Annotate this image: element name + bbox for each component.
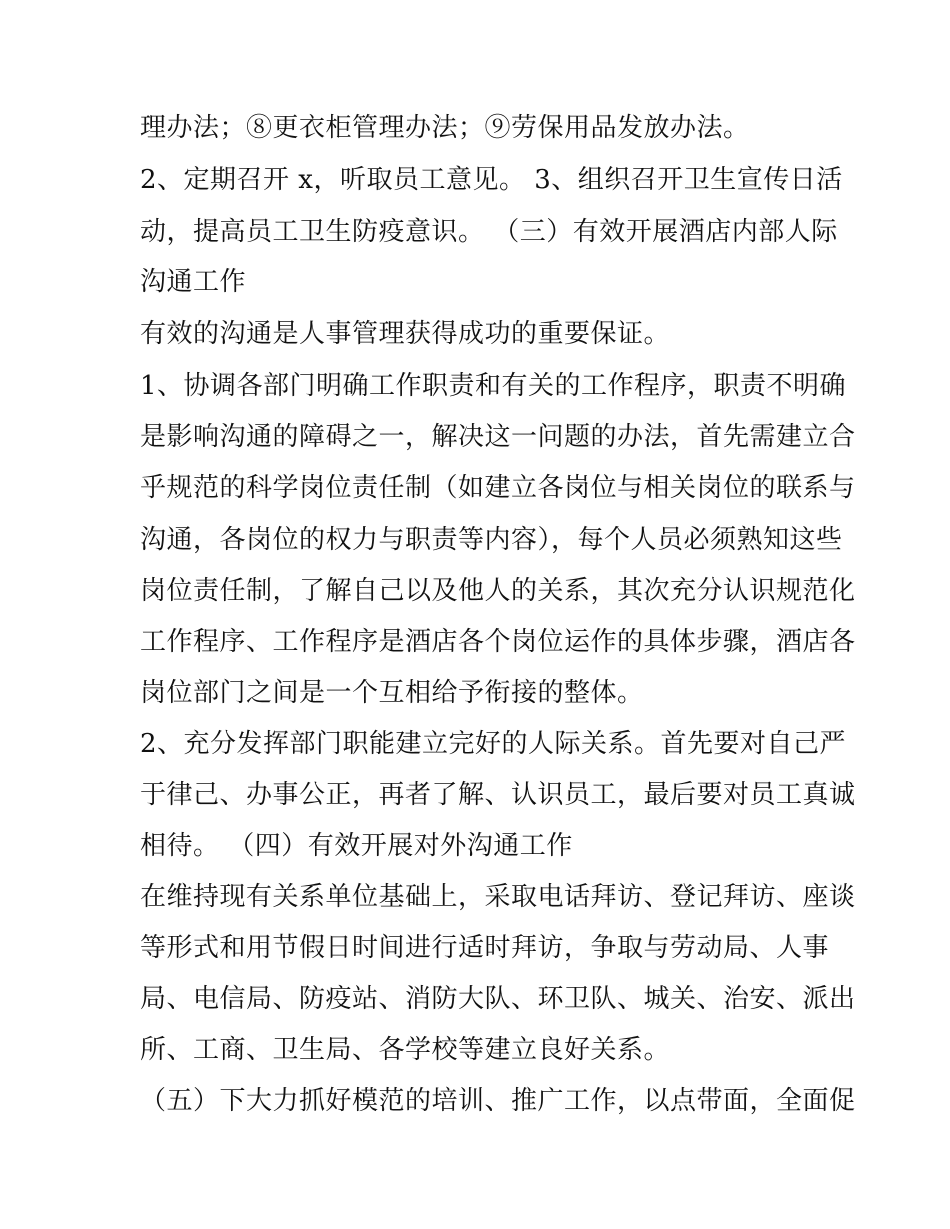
- text-line-7: 是影响沟通的障碍之一，解决这一问题的办法，首先需建立合: [140, 422, 856, 452]
- text-line-13: 2、充分发挥部门职能建立完好的人际关系。首先要对自己严: [140, 729, 847, 759]
- text-line-15: 相待。 （四）有效开展对外沟通工作: [140, 831, 573, 861]
- text-line-1: 理办法；⑧更衣柜管理办法；⑨劳保用品发放办法。: [140, 113, 750, 143]
- text-line-19: 所、工商、卫生局、各学校等建立良好关系。: [140, 1035, 671, 1065]
- text-line-16: 在维持现有关系单位基础上，采取电话拜访、登记拜访、座谈: [140, 882, 856, 912]
- text-line-8: 乎规范的科学岗位责任制（如建立各岗位与相关岗位的联系与: [140, 473, 856, 503]
- text-line-12: 岗位部门之间是一个互相给予衔接的整体。: [140, 678, 644, 708]
- text-line-17: 等形式和用节假日时间进行适时拜访，争取与劳动局、人事: [140, 933, 830, 963]
- text-line-9: 沟通，各岗位的权力与职责等内容），每个人员必须熟知这些: [140, 525, 843, 555]
- text-line-5: 有效的沟通是人事管理获得成功的重要保证。: [140, 319, 671, 349]
- text-line-6: 1、协调各部门明确工作职责和有关的工作程序，职责不明确: [140, 371, 847, 401]
- text-line-20: （五）下大力抓好模范的培训、推广工作，以点带面，全面促: [140, 1086, 856, 1116]
- text-line-14: 于律己、办事公正，再者了解、认识员工，最后要对员工真诚: [140, 780, 856, 810]
- text-line-2: 2、定期召开 x，听取员工意见。 3、组织召开卫生宣传日活: [140, 165, 843, 195]
- text-line-10: 岗位责任制，了解自己以及他人的关系，其次充分认识规范化: [140, 576, 856, 606]
- text-line-18: 局、电信局、防疫站、消防大队、环卫队、城关、治安、派出: [140, 984, 856, 1014]
- text-line-4: 沟通工作: [140, 267, 247, 297]
- text-line-11: 工作程序、工作程序是酒店各个岗位运作的具体步骤，酒店各: [140, 627, 856, 657]
- text-line-3: 动，提高员工卫生防疫意识。 （三）有效开展酒店内部人际: [140, 217, 838, 247]
